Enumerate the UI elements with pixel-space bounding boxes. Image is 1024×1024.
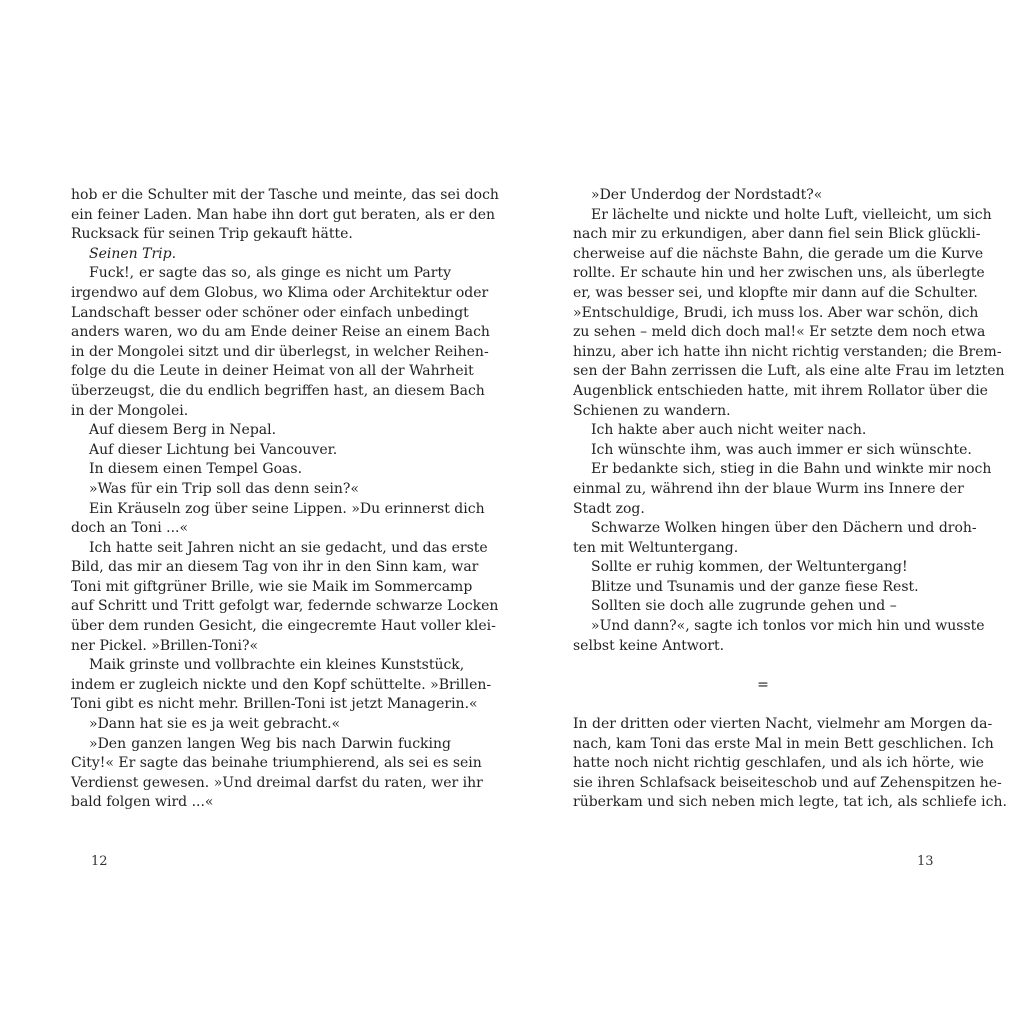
text-line: Ich hatte seit Jahren nicht an sie gedacht, und das erste	[89, 539, 488, 556]
text-line: irgendwo auf dem Globus, wo Klima oder Architektur oder	[71, 284, 489, 301]
text-line: hob er die Schulter mit der Tasche und meinte, das sei doch	[71, 187, 499, 203]
text-line: Schienen zu wandern.	[573, 402, 731, 419]
text-line: »Dann hat sie es ja weit gebracht.«	[89, 716, 341, 733]
text-line: ner Pickel. »Brillen-Toni?«	[71, 637, 259, 654]
text-line: sie ihren Schlafsack beiseiteschob und auf Zehenspitzen he-	[573, 774, 1002, 791]
text-line: rollte. Er schaute hin und her zwischen uns, als überlegte	[573, 265, 985, 282]
text-line: »Entschuldige, Brudi, ich muss los. Aber war schön, dich	[573, 304, 979, 321]
text-line: er, was besser sei, und klopfte mir dann auf die Schulter.	[573, 284, 978, 301]
text-line: ein feiner Laden. Man habe ihn dort gut beraten, als er den	[71, 206, 496, 223]
text-line: hinzu, aber ich hatte ihn nicht richtig verstanden; die Brem-	[573, 343, 1002, 360]
text-line: Toni gibt es nicht mehr. Brillen-Toni ist jetzt Managerin.«	[71, 696, 478, 713]
text-line: zu sehen – meld dich doch mal!« Er setzte dem noch etwa	[573, 324, 986, 341]
text-line: sen der Bahn zerrissen die Luft, als eine alte Frau im letzten	[573, 363, 1005, 380]
page-number-left: 12	[91, 854, 108, 869]
text-line: Stadt zog.	[573, 500, 645, 517]
text-line: »Der Underdog der Nordstadt?«	[591, 187, 823, 203]
text-line: »Und dann?«, sagte ich tonlos vor mich hin und wusste	[591, 618, 985, 635]
text-line: Er bedankte sich, stieg in die Bahn und winkte mir noch	[591, 461, 992, 478]
text-line: Blitze und Tsunamis und der ganze fiese Rest.	[591, 578, 919, 595]
text-line: Fuck!, er sagte das so, als ginge es nicht um Party	[89, 265, 451, 282]
text-line: bald folgen wird ...«	[71, 794, 214, 811]
text-line	[573, 695, 953, 715]
text-line: Augenblick entschieden hatte, mit ihrem Rollator über die	[573, 382, 988, 399]
text-line: In der dritten oder vierten Nacht, vielmehr am Morgen da-	[573, 716, 993, 733]
text-line: Ein Kräuseln zog über seine Lippen. »Du erinnerst dich	[89, 500, 485, 517]
text-line: Sollte er ruhig kommen, der Weltuntergang!	[591, 559, 908, 576]
text-line: anders waren, wo du am Ende deiner Reise an einem Bach	[71, 324, 490, 341]
text-line: Landschaft besser oder schöner oder einfach unbedingt	[71, 304, 469, 321]
text-line: auf Schritt und Tritt gefolgt war, federnde schwarze Locken	[71, 598, 499, 615]
text-line: =	[757, 676, 769, 693]
right-page-text	[573, 186, 1007, 813]
text-line: »Was für ein Trip soll das denn sein?«	[89, 480, 359, 497]
text-line: überzeugst, die du endlich begriffen hast, an diesem Bach	[71, 382, 485, 399]
text-line: Auf diesem Berg in Nepal.	[89, 422, 277, 439]
text-line: Ich wünschte ihm, was auch immer er sich wünschte.	[591, 441, 972, 458]
text-line: »Den ganzen langen Weg bis nach Darwin fucking	[89, 735, 451, 752]
text-line: Verdienst gewesen. »Und dreimal darfst du raten, wer ihr	[71, 774, 483, 791]
text-line: nach, kam Toni das erste Mal in mein Bett geschlichen. Ich	[573, 735, 994, 752]
text-line: Maik grinste und vollbrachte ein kleines Kunststück,	[89, 657, 465, 674]
text-line: Rucksack für seinen Trip gekauft hätte.	[71, 226, 353, 243]
text-line: nach mir zu erkundigen, aber dann fiel sein Blick glückli-	[573, 226, 981, 243]
text-line: selbst keine Antwort.	[573, 637, 725, 654]
text-line: City!« Er sagte das beinahe triumphierend, als sei es sein	[71, 755, 482, 772]
text-line: cherweise auf die nächste Bahn, die gerade um die Kurve	[573, 245, 984, 262]
text-line: Seinen Trip.	[89, 245, 177, 262]
text-line: Auf dieser Lichtung bei Vancouver.	[89, 441, 338, 458]
text-line: Er lächelte und nickte und holte Luft, vielleicht, um sich	[591, 206, 992, 223]
text-line: doch an Toni ...«	[71, 520, 189, 537]
text-line: Bild, das mir an diesem Tag von ihr in den Sinn kam, war	[71, 559, 479, 576]
text-line: in der Mongolei.	[71, 402, 189, 419]
text-line: ten mit Weltuntergang.	[573, 539, 739, 556]
text-line: einmal zu, während ihn der blaue Wurm ins Innere der	[573, 480, 964, 497]
text-line: in der Mongolei sitzt und dir überlegst, in welcher Reihen-	[71, 343, 489, 360]
text-line: In diesem einen Tempel Goas.	[89, 461, 303, 478]
text-line: rüberkam und sich neben mich legte, tat ich, als schliefe ich.	[573, 794, 1007, 811]
text-line: Schwarze Wolken hingen über den Dächern und droh-	[591, 520, 977, 537]
text-line: über dem runden Gesicht, die eingecremte Haut voller klei-	[71, 618, 496, 635]
text-line: Sollten sie doch alle zugrunde gehen und –	[591, 598, 897, 615]
page-number-right: 13	[917, 854, 934, 869]
text-line	[573, 656, 953, 676]
text-line: indem er zugleich nickte und den Kopf schüttelte. »Brillen-	[71, 676, 492, 693]
left-page-text	[71, 186, 499, 813]
text-line: Toni mit giftgrüner Brille, wie sie Maik im Sommercamp	[71, 578, 473, 595]
text-line: hatte noch nicht richtig geschlafen, und als ich hörte, wie	[573, 755, 984, 772]
text-line: folge du die Leute in deiner Heimat von all der Wahrheit	[71, 363, 474, 380]
text-line: Ich hakte aber auch nicht weiter nach.	[591, 422, 867, 439]
